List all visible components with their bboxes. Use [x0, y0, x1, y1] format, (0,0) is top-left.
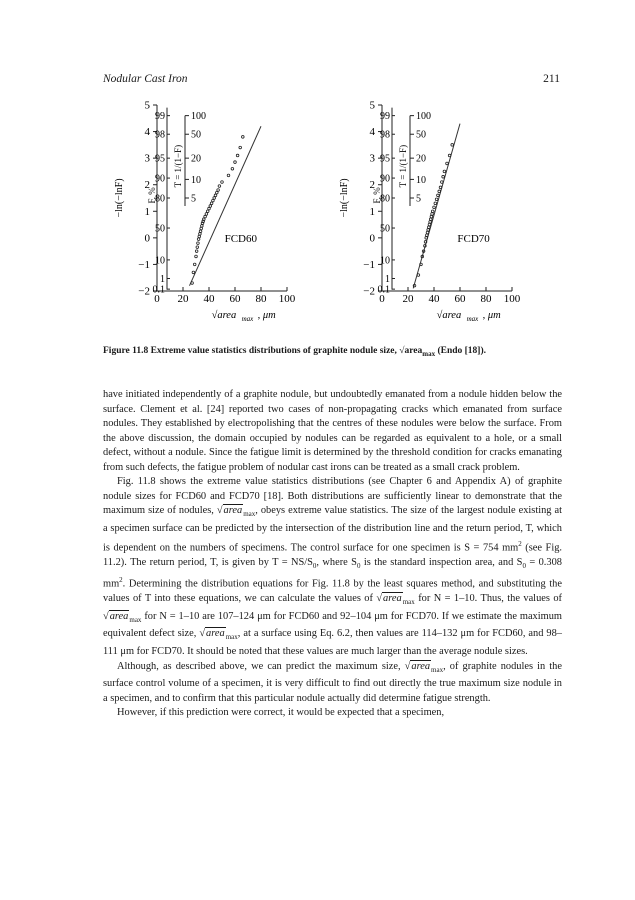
p2-part-d: , where S [316, 556, 357, 568]
panel1-data-point [210, 202, 213, 205]
panel1-y-label-lnF: −ln(−lnF) [114, 178, 125, 218]
panel2-data-point [434, 202, 437, 205]
panel2-f-scale-label: 10 [380, 255, 390, 267]
panel2-data-point [420, 263, 423, 266]
panel2-y-tick-label: 2 [369, 179, 375, 192]
panel2-f-scale-label: 90 [380, 173, 390, 185]
panel1-data-point [192, 271, 195, 274]
panel2-data-point [448, 154, 451, 157]
max-sub: max [225, 633, 238, 642]
panel2-x-label-unit: , μm [482, 310, 501, 321]
sqrt-symbol: √ [404, 660, 411, 672]
panel2-data-point [446, 162, 449, 165]
panel2-data-point [428, 226, 431, 229]
sub-0c: 0 [522, 561, 526, 570]
panel1-y-tick-label: 4 [144, 126, 150, 139]
panel1-x-tick-label: 60 [229, 293, 241, 305]
area-symbol: area [223, 505, 243, 517]
panel1-data-point [197, 238, 200, 241]
panel1-data-point [204, 215, 207, 218]
caption-sub: max [422, 349, 436, 358]
max-sub: max [431, 665, 444, 674]
panel1-t-scale-label: 10 [191, 174, 201, 186]
panel2-y-tick-label: −2 [363, 285, 375, 298]
panel1-y-tick-label: −2 [138, 285, 150, 298]
max-sub: max [243, 510, 256, 519]
panel2-y-tick-label: 1 [369, 205, 375, 218]
panel2-data-point [437, 194, 440, 197]
figure-11-8 [100, 95, 540, 365]
caption-text: Figure 11.8 Extreme value statistics distributions of graphite nodule size, √area [103, 346, 423, 356]
panel1-data-point [191, 282, 194, 285]
paragraph-1: have initiated independently of a graphite nodule, but undoubtedly emanated from a nodule hidden below the surface. Clement et al. [24] reported two cases of non-propagating cracks which emanated from surface nodules. They established by electropolishing that the centres of these nodules were below the surface. From the above discussion, the domain occupied by nodules can be regarded as equivalent to a hole, or a small defect, without a nodule. Since the fatigue limit is determined by the threshold condition for cracks emanating from such defects, the fatigue problem of nodular cast irons can be treated as a small crack problem. [103, 389, 562, 473]
panel1-f-scale-label: 80 [155, 193, 165, 205]
panel1-data-point [205, 213, 208, 216]
panel1-t-scale-label: 100 [191, 111, 206, 123]
panel2-y-tick-label: 0 [369, 232, 375, 245]
panel1-data-point [216, 191, 219, 194]
panel1-data-point [214, 194, 217, 197]
panel1-x-label-sub: max [241, 315, 254, 323]
panel2-data-point [430, 215, 433, 218]
panel2-y-label-T: T = 1/(1−F) [398, 144, 408, 188]
caption-tail: (Endo [18]). [435, 346, 487, 356]
panel1-data-point [208, 207, 211, 210]
panel2-data-point [451, 144, 454, 147]
panel2-y-tick-label: 5 [369, 99, 375, 112]
panel1-data-point [221, 181, 224, 184]
panel1-y-label-F: F, % [147, 187, 157, 204]
panel2-t-scale-label: 50 [416, 129, 426, 141]
sup-2b: 2 [119, 576, 123, 585]
panel1-data-point [193, 263, 196, 266]
panel2-x-tick-label: 100 [503, 293, 521, 305]
paragraph-3 [103, 660, 562, 707]
panel1-f-scale-label: 50 [155, 223, 165, 235]
panel2-x-tick-label: 20 [402, 293, 414, 305]
panel1-data-point [213, 197, 216, 200]
p2-part-b: , obeys extreme value statistics. The size of the largest nodule existing at a specimen surface can be predicted by the intersection of the distribution line and the return period, T, which is dependent on the numbers of specimens. The control surface for one specimen is S = 754 mm [103, 505, 562, 554]
running-head [103, 73, 560, 89]
panel2-f-scale-label: 80 [380, 193, 390, 205]
panel1-y-tick-label: 1 [144, 205, 150, 218]
panel1-x-tick-label: 20 [177, 293, 189, 305]
panel1-data-point [206, 210, 209, 213]
panel2-data-point [431, 210, 434, 213]
sqrt-symbol: √ [376, 593, 383, 605]
sub-0b: 0 [356, 561, 361, 570]
panel2-data-point [417, 274, 420, 277]
panel2-data-point [427, 229, 430, 232]
panel1-t-scale-label: 50 [191, 129, 201, 141]
p2-part-a: Fig. 11.8 shows the extreme value statistics distributions (see Chapter 6 and Appendix A) of graphite nodule sizes for FCD60 and FCD70 [18]. Both distributions are sufficiently linear to demonstrate that the maximum size of nodules, [103, 476, 562, 517]
panel2-data-point [442, 175, 445, 178]
panel1-data-point [231, 167, 234, 170]
body-text [103, 388, 562, 721]
panel2-f-scale-label: 95 [380, 153, 390, 165]
p2-part-g: . Determining the distribution equations for Fig. 11.8 by the least squares method, and substituting the values of T into these equations, we can calculate the values of [103, 578, 562, 605]
panel1-t-scale-label: 5 [191, 193, 196, 205]
panel1-f-scale-label: 98 [155, 129, 165, 141]
p2-part-i: for N = 1–10 are 107–124 μm for FCD60 and 92–104 μm for FCD70. If we estimate the maximum equivalent defect size, [103, 610, 562, 640]
sqrt-symbol: √ [199, 628, 206, 640]
panel1-data-point [227, 174, 230, 177]
panel1-x-tick-label: 40 [203, 293, 215, 305]
p3-part-b: , of graphite nodules in the surface control volume of a specimen, it is very difficult to find out directly the true maximum size nodule in a specimen, and to confirm that this particular nodule actually did determine fatigue strength. [103, 660, 562, 704]
panel2-x-tick-label: 0 [379, 293, 385, 305]
panel2-data-point [428, 223, 431, 226]
area-symbol: area [206, 628, 225, 640]
sup-2: 2 [518, 539, 522, 548]
panel1-y-label-T: T = 1/(1−F) [173, 144, 183, 188]
panel1-f-scale-label: 0.1 [152, 284, 165, 296]
panel1-data-point [201, 225, 204, 228]
panel1-data-point [239, 146, 242, 149]
panel2-data-point [439, 186, 442, 189]
p2-part-f: = 0.308 mm [103, 556, 562, 590]
panel1-f-scale-label: 95 [155, 153, 165, 165]
panel1-data-point [199, 230, 202, 233]
panel1-fit-line [190, 126, 262, 285]
panel1-data-point [195, 250, 198, 253]
figure-caption [103, 346, 563, 358]
sqrt-symbol: √ [216, 505, 223, 517]
panel1-x-label-unit: , μm [257, 310, 276, 321]
panel2-y-label-F: F, % [372, 187, 382, 204]
panel1-x-label: √area [211, 310, 237, 321]
panel2-t-scale-label: 100 [416, 111, 431, 123]
panel2-x-tick-label: 60 [454, 293, 466, 305]
panel2-data-point [441, 181, 444, 184]
panel1-data-point [200, 227, 203, 230]
panel1-t-scale-label: 20 [191, 153, 201, 165]
area-symbol: area [109, 610, 129, 622]
panel2-t-scale-label: 10 [416, 174, 426, 186]
panel1-y-tick-label: 2 [144, 179, 150, 192]
panel2-y-tick-label: 3 [369, 152, 375, 165]
panel1-y-tick-label: 0 [144, 232, 150, 245]
panel2-f-scale-label: 50 [380, 223, 390, 235]
paragraph-4: However, if this prediction were correct, it would be expected that a specimen, [117, 707, 445, 719]
panel2-x-tick-label: 40 [428, 293, 440, 305]
area-symbol: area [383, 593, 402, 605]
p2-part-j: , at a surface using Eq. 6.2, then values are 114–132 μm for FCD60, and 98–111 μm for FCD70. It should be noted that these values are much larger than the average nodule sizes. [103, 628, 563, 658]
max-sub: max [129, 615, 142, 624]
panel2-data-point [429, 221, 432, 224]
panel2-series-label: FCD70 [457, 232, 490, 245]
panel1-data-point [212, 199, 215, 202]
panel2-f-scale-label: 1 [385, 274, 390, 286]
panel2-f-scale-label: 99 [380, 111, 390, 123]
panel1-f-scale-label: 1 [160, 274, 165, 286]
panel1-data-point [242, 136, 245, 139]
panel2-y-tick-label: −1 [363, 258, 375, 271]
panel1-f-scale-label: 99 [155, 111, 165, 123]
page-number: 211 [543, 73, 560, 85]
max-sub: max [402, 598, 415, 607]
p2-part-c: (see Fig. 11.2). The return period, T, is given by T = NS/S [103, 542, 562, 568]
panel2-data-point [438, 190, 441, 193]
panel2-data-point [433, 206, 436, 209]
paragraph-2 [103, 475, 562, 659]
panel1-f-scale-label: 10 [155, 255, 165, 267]
panel2-f-scale-label: 98 [380, 129, 390, 141]
panel1-data-point [203, 218, 206, 221]
panel2-data-point [424, 241, 427, 244]
panel2-y-tick-label: 4 [369, 126, 375, 139]
panel1-data-point [236, 154, 239, 157]
panel2-data-point [429, 218, 432, 221]
panel1-data-point [218, 185, 221, 188]
panel1-series-label: FCD60 [224, 232, 258, 245]
panel2-t-scale-label: 20 [416, 153, 426, 165]
panel1-data-point [195, 255, 198, 258]
panel2-data-point [443, 170, 446, 173]
panel1-data-point [196, 246, 199, 249]
panel1-y-tick-label: 5 [144, 99, 150, 112]
panel1-x-tick-label: 80 [255, 293, 267, 305]
panel2-t-scale-label: 5 [416, 193, 421, 205]
panel1-x-tick-label: 100 [278, 293, 296, 305]
panel2-data-point [435, 198, 438, 201]
panel2-data-point [426, 231, 429, 234]
panel1-y-tick-label: 3 [144, 152, 150, 165]
sqrt-symbol: √ [103, 610, 109, 622]
panel2-data-point [413, 284, 416, 287]
panel1-data-point [199, 233, 202, 236]
running-title: Nodular Cast Iron [103, 73, 188, 85]
panel2-data-point [425, 237, 428, 240]
panel1-data-point [209, 205, 212, 208]
panel1-data-point [197, 242, 200, 245]
panel2-data-point [431, 213, 434, 216]
area-symbol: area [411, 660, 431, 672]
panel1-data-point [217, 189, 220, 192]
figure-svg [100, 95, 540, 345]
panel1-f-scale-label: 90 [155, 173, 165, 185]
p2-part-e: is the standard inspection area, and S [360, 556, 523, 568]
sub-0: 0 [312, 561, 317, 570]
panel2-f-scale-label: 0.1 [377, 284, 390, 296]
panel2-data-point [426, 234, 429, 237]
panel2-x-label: √area [436, 310, 462, 321]
panel1-data-point [198, 235, 201, 238]
p3-part-a: Although, as described above, we can predict the maximum size, [117, 660, 405, 672]
panel1-y-tick-label: −1 [138, 258, 150, 271]
p2-part-h: for N = 1–10. Thus, the values of [414, 593, 562, 605]
panel1-x-tick-label: 0 [154, 293, 160, 305]
panel2-y-label-lnF: −ln(−lnF) [339, 178, 350, 218]
panel2-x-tick-label: 80 [480, 293, 492, 305]
panel2-x-label-sub: max [466, 315, 479, 323]
panel1-data-point [234, 161, 237, 164]
